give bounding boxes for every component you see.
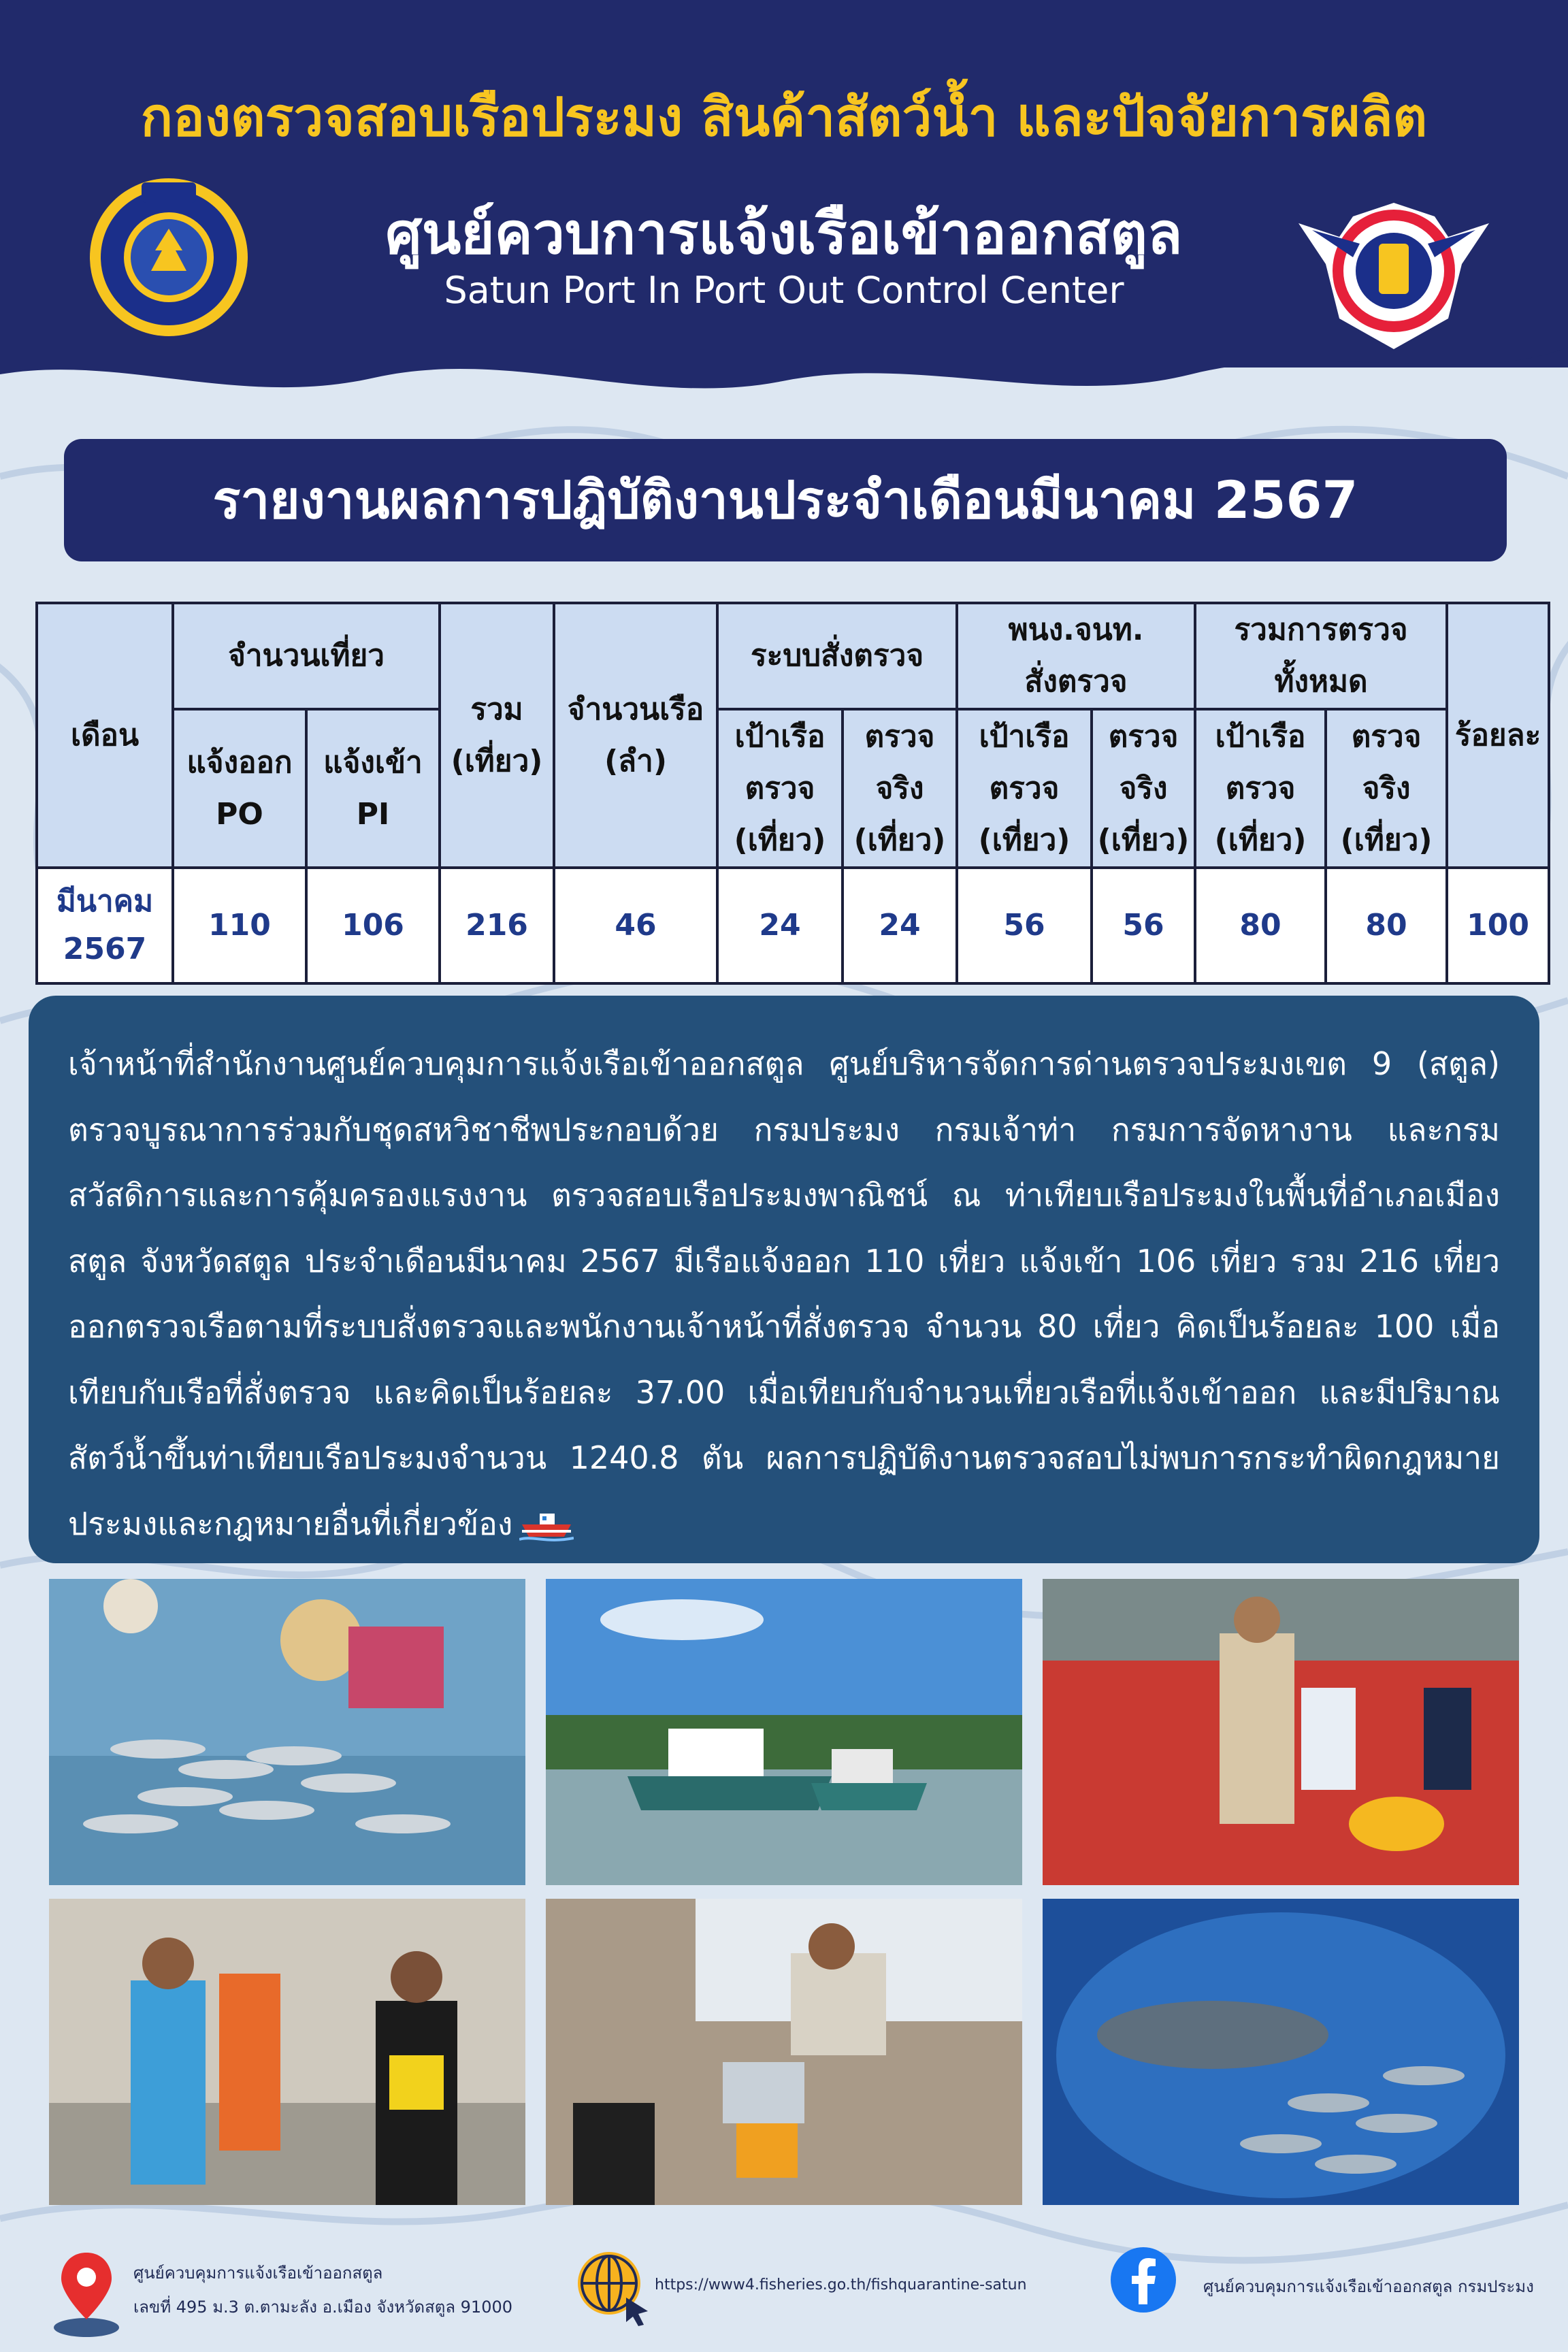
header-all-target: เป้าเรือ ตรวจ (เที่ยว) <box>1195 709 1326 868</box>
header-po: แจ้งออก PO <box>173 709 306 868</box>
cell-officer-actual: 56 <box>1092 868 1195 983</box>
header-boats: จำนวนเรือ (ลำ) <box>554 603 717 868</box>
cell-system-target: 24 <box>717 868 843 983</box>
cell-system-actual: 24 <box>843 868 957 983</box>
fishery-inspection-badge-logo <box>1298 176 1489 353</box>
cell-boats: 46 <box>554 868 717 983</box>
header-month: เดือน <box>37 603 173 868</box>
photo-crew-check <box>49 1899 525 2205</box>
header-system-target: เป้าเรือ ตรวจ (เที่ยว) <box>717 709 843 868</box>
monthly-stats-table <box>35 602 1550 985</box>
footer-facebook-page[interactable]: ศูนย์ควบคุมการแจ้งเรือเข้าออกสตูล กรมประมง <box>1203 2277 1534 2296</box>
photo-fish-hold <box>1043 1899 1519 2205</box>
boat-icon <box>519 1509 574 1542</box>
photo-fishing-boats <box>546 1579 1022 1885</box>
header-system-actual: ตรวจ จริง (เที่ยว) <box>843 709 957 868</box>
globe-icon <box>572 2246 653 2328</box>
cell-pi: 106 <box>306 868 440 983</box>
description-text: เจ้าหน้าที่สำนักงานศูนย์ควบคุมการแจ้งเรือเข้าออกสตูล ศูนย์บริหารจัดการด่านตรวจประมงเขต 9 (สตูล) ตรวจบูรณาการร่วมกับชุดสหวิชาชีพประกอบด้วย กรมประมง กรมเจ้าท่า กรมการจัดหางาน และกรมสวัสดิการและการคุ้มครองแรงงาน ตรวจสอบเรือประมงพาณิชน์ ณ ท่าเทียบเรือประมงในพื้นที่อำเภอเมืองสตูล จังหวัดสตูล ประจำเดือนมีนาคม 2567 มีเรือแจ้งออก 110 เที่ยว แจ้งเข้า 106 เที่ยว รวม 216 เที่ยว ออกตรวจเรือตามที่ระบบสั่งตรวจและพนักงานเจ้าหน้าที่สั่งตรวจ จำนวน 80 เที่ยว คิดเป็นร้อยละ 100 เมื่อเทียบกับเรือที่สั่งตรวจ และคิดเป็นร้อยละ 37.00 เมื่อเทียบกับจำนวนเที่ยวเรือที่แจ้งเข้าออก และมีปริมาณสัตว์น้ำขึ้นท่าเทียบเรือประมงจำนวน 1240.8 ตัน ผลการปฏิบัติงานตรวจสอบไม่พบการกระทำผิดกฎหมายประมงและกฎหมายอื่นที่เกี่ยวข้อง <box>68 1045 1500 1542</box>
footer-address-line1: ศูนย์ควบคุมการแจ้งเรือเข้าออกสตูล <box>133 2264 383 2283</box>
cell-all-actual: 80 <box>1326 868 1447 983</box>
header-all-inspections: รวมการตรวจ ทั้งหมด <box>1195 603 1447 709</box>
description-box <box>29 996 1539 1563</box>
cell-all-target: 80 <box>1195 868 1326 983</box>
photo-weighing-catch <box>546 1899 1022 2205</box>
cell-percent: 100 <box>1447 868 1549 983</box>
header-pi: แจ้งเข้า PI <box>306 709 440 868</box>
location-pin-icon <box>49 2246 124 2341</box>
header-system-order: ระบบสั่งตรวจ <box>717 603 957 709</box>
header-all-actual: ตรวจ จริง (เที่ยว) <box>1326 709 1447 868</box>
footer-address-line2: เลขที่ 495 ม.3 ต.ตามะลัง อ.เมือง จังหวัดสตูล 91000 <box>133 2298 513 2317</box>
cell-total: 216 <box>440 868 554 983</box>
organization-title: กองตรวจสอบเรือประมง สินค้าสัตว์น้ำ และปัจจัยการผลิต <box>140 87 1428 148</box>
footer-website-link[interactable]: https://www4.fisheries.go.th/fishquarantine-satun <box>655 2276 1027 2293</box>
header-officer-order: พนง.จนท. สั่งตรวจ <box>957 603 1195 709</box>
header-total: รวม (เที่ยว) <box>440 603 554 868</box>
table-row <box>37 868 1549 983</box>
facebook-icon[interactable] <box>1109 2246 1177 2314</box>
cell-po: 110 <box>173 868 306 983</box>
header-officer-actual: ตรวจ จริง (เที่ยว) <box>1092 709 1195 868</box>
center-title: ศูนย์ควบการแจ้งเรือเข้าออกสตูล <box>385 200 1183 267</box>
header-percent: ร้อยละ <box>1447 603 1549 868</box>
cell-officer-target: 56 <box>957 868 1092 983</box>
header-trips: จำนวนเที่ยว <box>173 603 440 709</box>
center-subtitle: Satun Port In Port Out Control Center <box>444 269 1124 312</box>
report-title: รายงานผลการปฎิบัติงานประจำเดือนมีนาคม 2567 <box>64 439 1507 561</box>
photo-boat-inspection <box>1043 1579 1519 1885</box>
cell-month: มีนาคม 2567 <box>37 868 173 983</box>
photo-fish-catch <box>49 1579 525 1885</box>
header-officer-target: เป้าเรือ ตรวจ (เที่ยว) <box>957 709 1092 868</box>
